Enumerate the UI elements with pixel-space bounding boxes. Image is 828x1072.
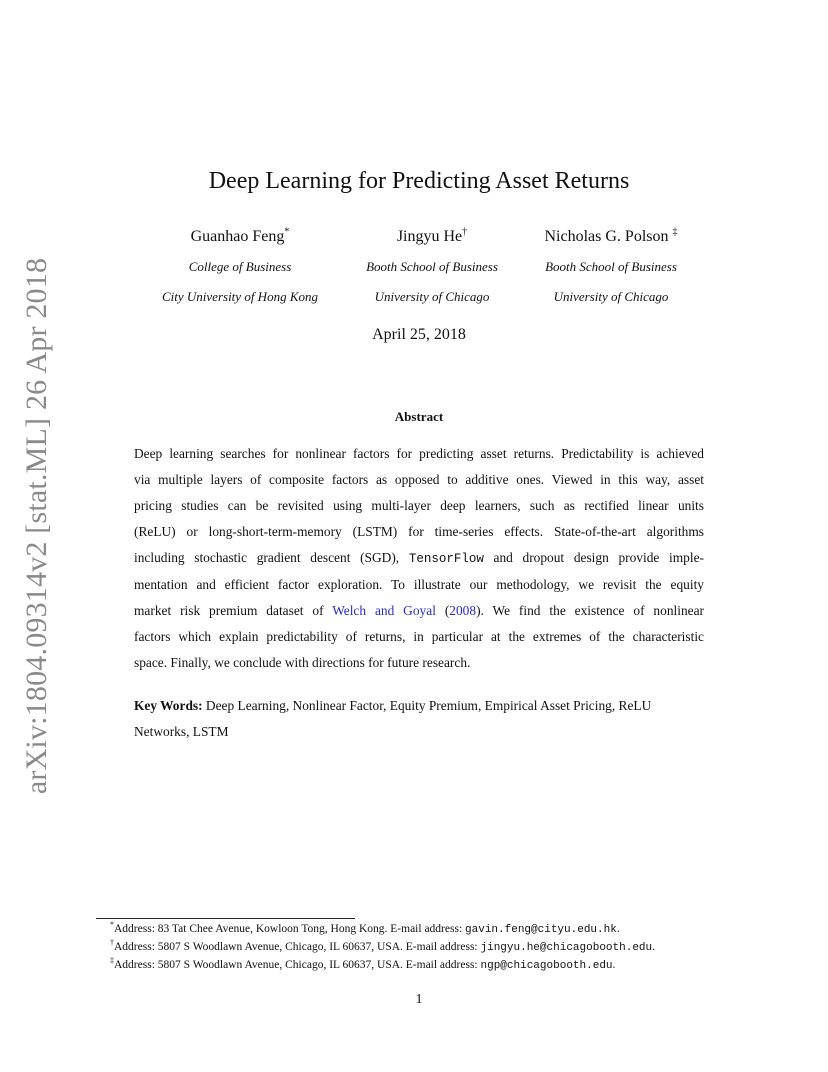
author-footnote-mark: † <box>462 226 468 238</box>
abstract-line: pricing studies can be revisited using multi-layer deep learners, such as rectified linear units <box>134 498 704 513</box>
email-address[interactable]: gavin.feng@cityu.edu.hk <box>465 924 617 936</box>
page-number: 1 <box>415 992 423 1007</box>
footnote-rule <box>96 918 355 919</box>
author-name: Guanhao Feng* <box>190 226 290 245</box>
citation-link-year[interactable]: 2008 <box>449 603 477 618</box>
author-name: Jingyu He† <box>396 226 468 245</box>
arxiv-side-stamp: arXiv:1804.09314v2 [stat.ML] 26 Apr 2018 <box>20 257 53 795</box>
abstract-line: factors which explain predictability of returns, in particular at the extremes of the characteristic <box>134 629 704 644</box>
paper-title: Deep Learning for Predicting Asset Returns <box>208 168 630 194</box>
abstract-line: mentation and efficient factor exploration. To illustrate our methodology, we revisit the equity <box>134 577 704 592</box>
tensorflow-code: TensorFlow <box>408 552 484 566</box>
author-footnote-mark: * <box>284 226 290 238</box>
footnote: ‡Address: 5807 S Woodlawn Avenue, Chicago, IL 60637, USA. E-mail address: ngp@chicagobooth.edu. <box>110 956 616 972</box>
keywords-label: Key Words: <box>134 698 203 713</box>
author-name: Nicholas G. Polson ‡ <box>544 226 678 245</box>
abstract-line: Deep learning searches for nonlinear factors for predicting asset returns. Predictability is achieved <box>134 446 704 461</box>
author-block-feng <box>140 228 340 305</box>
paper-date: April 25, 2018 <box>372 326 466 343</box>
abstract-heading: Abstract <box>394 409 444 424</box>
footnote-mark: * <box>110 920 114 930</box>
abstract-body <box>134 441 704 676</box>
email-address[interactable]: ngp@chicagobooth.edu <box>480 960 613 972</box>
email-address[interactable]: jingyu.he@chicagobooth.edu <box>480 942 653 954</box>
citation-link-authors[interactable]: Welch and Goyal <box>332 603 436 618</box>
author-institution: University of Chicago <box>374 289 490 304</box>
author-affiliation: Booth School of Business <box>366 259 498 274</box>
keywords-line: Key Words: Deep Learning, Nonlinear Factor, Equity Premium, Empirical Asset Pricing, ReLU <box>134 698 652 713</box>
author-institution: University of Chicago <box>553 289 669 304</box>
footnote: *Address: 83 Tat Chee Avenue, Kowloon Tong, Hong Kong. E-mail address: gavin.feng@cityu.edu.hk. <box>110 920 620 936</box>
author-affiliation: Booth School of Business <box>545 259 677 274</box>
author-affiliation: College of Business <box>188 259 292 274</box>
abstract-line: (ReLU) or long-short-term-memory (LSTM) for time-series effects. State-of-the-art algorithms <box>134 524 704 539</box>
footnote: †Address: 5807 S Woodlawn Avenue, Chicago, IL 60637, USA. E-mail address: jingyu.he@chicagobooth.edu. <box>110 938 656 954</box>
author-institution: City University of Hong Kong <box>162 289 318 304</box>
abstract-line: including stochastic gradient descent (SGD), TensorFlow and dropout design provide imple- <box>134 550 704 566</box>
author-footnote-mark: ‡ <box>672 226 678 238</box>
author-block-he <box>332 228 532 305</box>
footnotes <box>110 921 750 975</box>
keywords-line: Networks, LSTM <box>134 724 229 739</box>
footnote-mark: ‡ <box>110 956 114 966</box>
abstract-line: space. Finally, we conclude with directions for future research. <box>134 655 471 670</box>
abstract-line: market risk premium dataset of Welch and Goyal (2008). We find the existence of nonlinear <box>134 603 704 618</box>
keywords <box>134 693 704 745</box>
footnote-mark: † <box>110 938 114 948</box>
abstract-line: via multiple layers of composite factors as opposed to additive ones. Viewed in this way, asset <box>134 472 704 487</box>
author-block-polson <box>511 228 711 305</box>
